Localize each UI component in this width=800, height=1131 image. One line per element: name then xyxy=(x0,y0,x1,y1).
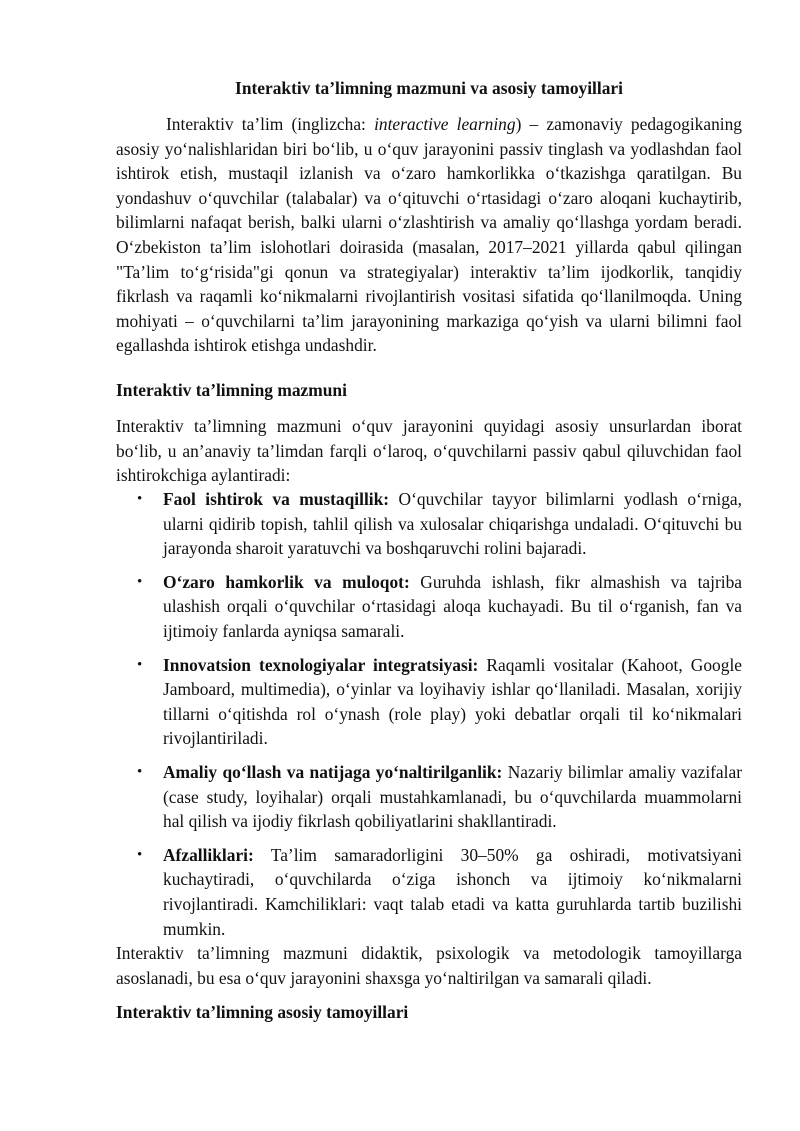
bullet-icon: • xyxy=(137,656,143,673)
list-item-text: Nazariy bilimlar amaliy vazifalar (case study, loyihalar) orqali mustahkamlanadi, bu o‘quvchilarda muammolarni hal qilish va ijodiy fikrlash qobiliyatlarini shakllantiradi. xyxy=(163,761,742,832)
intro-paragraph xyxy=(116,112,742,358)
intro-text-start: Interaktiv ta’lim (inglizcha: xyxy=(166,114,375,134)
section-closing-paragraph: Interaktiv ta’limning mazmuni didaktik, psixologik va metodologik tamoyillarga asoslanadi, bu esa o‘quv jarayonini shaxsga yo‘naltirilgan va samarali qiladi. xyxy=(116,943,742,988)
list-item-term: Innovatsion texnologiyalar integratsiyasi: xyxy=(163,654,479,675)
section-heading-content: Interaktiv ta’limning mazmuni xyxy=(116,380,347,400)
list-item-term: O‘zaro hamkorlik va muloqot: xyxy=(163,571,410,592)
intro-text-rest: ) – zamonaviy pedagogikaning asosiy yo‘nalishlaridan biri bo‘lib, u o‘quv jarayonini passiv tinglash va yodlashdan faol ishtirok etish, mustaqil izlanish va o‘zaro hamkorlikka o‘tkazishga qaratilgan. Bu yondashuv o‘quvchilar (talabalar) va o‘qituvchi o‘rtasidagi o‘zaro aloqani kuchaytirib, bilimlarni nafaqat berish, balki ularni o‘zlashtirish va amaliy qo‘llashga yordam beradi. O‘zbekiston ta’lim islohotlari doirasida (masalan, 2017–2021 yillarda qabul qilingan "Ta’lim to‘g‘risida"gi qonun va strategiyalar) interaktiv ta’lim ijodkorlik, tanqidiy fikrlash va raqamli ko‘nikmalarni rivojlantirish vositasi sifatida qo‘llanilmoqda. Uning mohiyati – o‘quvchilarni ta’lim jarayonining markaziga qo‘yish va ularni bilimni faol egallashda ishtirok etishga undashdir. xyxy=(116,114,742,356)
section-heading-principles: Interaktiv ta’limning asosiy tamoyillari xyxy=(116,1002,409,1022)
list-item-text: O‘quvchilar tayyor bilimlarni yodlash o‘rniga, ularni qidirib topish, tahlil qilish va xulosalar chiqarishga undaladi. O‘qituvchi bu jarayonda sharoit yaratuvchi va boshqaruvchi rolini bajaradi. xyxy=(163,489,742,559)
list-item xyxy=(116,760,742,834)
document-title: Interaktiv ta’limning mazmuni va asosiy tamoyillari xyxy=(235,78,623,98)
list-item-term: Afzalliklari: xyxy=(163,844,254,865)
bullet-icon: • xyxy=(137,846,143,863)
bullet-icon: • xyxy=(137,573,143,590)
list-item-term: Amaliy qo‘llash va natijaga yo‘naltirilganlik: xyxy=(163,761,503,782)
list-item xyxy=(116,487,742,561)
section-lead-paragraph: Interaktiv ta’limning mazmuni o‘quv jarayonini quyidagi asosiy unsurlardan iborat bo‘lib, u an’anaviy ta’limdan farqli o‘laroq, o‘quvchilarni passiv qabul qiluvchidan faol ishtirokchiga aylantiradi: xyxy=(116,416,742,486)
principles-list xyxy=(116,487,742,950)
bullet-icon: • xyxy=(137,763,143,780)
list-item-text: Ta’lim samaradorligini 30–50% ga oshiradi, motivatsiyani kuchaytiradi, o‘quvchilarda o‘ziga ishonch va ijtimoiy ko‘nikmalarni rivojlantiradi. Kamchiliklari: vaqt talab etadi va katta guruhlarda tartib buzilishi mumkin. xyxy=(163,844,742,939)
list-item xyxy=(116,653,742,751)
list-item xyxy=(116,843,742,941)
intro-italic-term: interactive learning xyxy=(374,114,516,134)
list-item xyxy=(116,570,742,644)
list-item-text: Raqamli vositalar (Kahoot, Google Jamboard, multimedia), o‘yinlar va loyihaviy ishlar qo‘llaniladi. Masalan, xorijiy tillarni o‘qitishda rol o‘ynash (role play) yoki debatlar orqali til ko‘nikmalari rivojlantiriladi. xyxy=(163,654,742,749)
list-item-term: Faol ishtirok va mustaqillik: xyxy=(163,489,390,509)
bullet-icon: • xyxy=(137,491,143,507)
list-item-text: Guruhda ishlash, fikr almashish va tajriba ulashish orqali o‘quvchilar o‘rtasidagi aloqa kuchayadi. Bu til o‘rganish, fan va ijtimoiy fanlarda ayniqsa samarali. xyxy=(163,571,742,641)
